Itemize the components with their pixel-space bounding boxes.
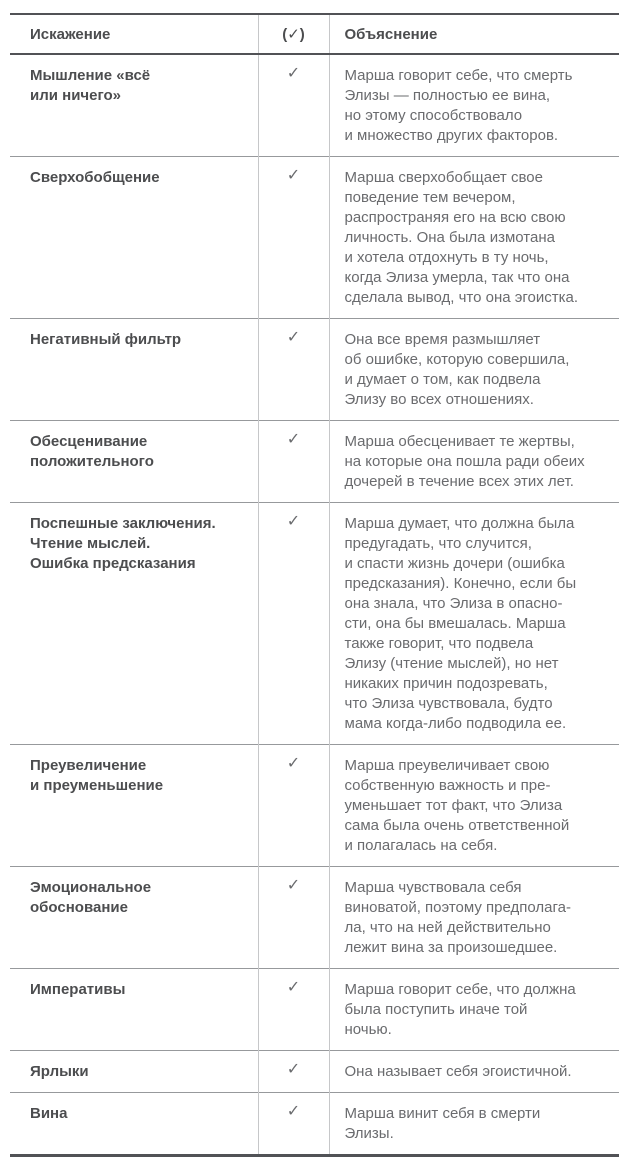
checkmark-icon: ✓ bbox=[286, 877, 301, 894]
distortion-label: Негативный фильтр bbox=[30, 331, 182, 348]
table-row bbox=[10, 969, 619, 1051]
explanation-text: Она все время размышляет об ошибке, которую совершила, и думает о том, как подвела Элизу во всех отношениях. bbox=[344, 331, 570, 408]
distortion-label: Обесценивание положительного bbox=[30, 433, 154, 470]
checkmark-icon: ✓ bbox=[286, 65, 301, 82]
table-row bbox=[10, 157, 619, 319]
explanation-text: Марша винит себя в смерти Элизы. bbox=[344, 1105, 541, 1142]
explanation-text: Марша сверхобобщает свое поведение тем вечером, распространяя его на всю свою личность. Она была измотана и хотела отдохнуть в ту ночь, когда Элиза умерла, так что она сделала вывод, что она эгоистка. bbox=[344, 169, 579, 306]
table-header-row bbox=[10, 14, 619, 54]
distortion-label: Сверхобобщение bbox=[30, 169, 160, 186]
header-distortion: Искажение bbox=[10, 14, 258, 54]
table-row bbox=[10, 54, 619, 157]
table-row bbox=[10, 1093, 619, 1156]
distortion-label: Ярлыки bbox=[30, 1063, 89, 1080]
table-row bbox=[10, 319, 619, 421]
table-row bbox=[10, 745, 619, 867]
checkmark-icon: ✓ bbox=[286, 755, 301, 772]
distortion-label: Мышление «всё или ничего» bbox=[30, 67, 151, 104]
distortion-label: Преувеличение и преуменьшение bbox=[30, 757, 164, 794]
header-explanation: Объяснение bbox=[329, 14, 619, 54]
header-check: (✓) bbox=[258, 14, 329, 54]
explanation-text: Марша думает, что должна была предугадать, что случится, и спасти жизнь дочери (ошибка предсказания). Конечно, если бы она знала, что Элиза в опасно- сти, она бы вмешалась. Марша также говорит, что подвела Элизу (чтение мыслей), но нет никаких причин подозревать, что Элиза чувствовала, будто мама когда-либо подводила ее. bbox=[344, 515, 577, 732]
table-row bbox=[10, 421, 619, 503]
explanation-text: Марша говорит себе, что смерть Элизы — полностью ее вина, но этому способствовало и множество других факторов. bbox=[344, 67, 573, 144]
table-body bbox=[10, 54, 619, 1156]
explanation-text: Она называет себя эгоистичной. bbox=[344, 1063, 572, 1080]
table-row bbox=[10, 503, 619, 745]
explanation-text: Марша говорит себе, что должна была поступить иначе той ночью. bbox=[344, 981, 576, 1038]
table-row bbox=[10, 1051, 619, 1093]
explanation-text: Марша преувеличивает свою собственную важность и пре- уменьшает тот факт, что Элиза сама была очень ответственной и полагалась на себя. bbox=[344, 757, 570, 854]
distortion-label: Императивы bbox=[30, 981, 126, 998]
distortions-table bbox=[10, 13, 619, 1157]
table-row bbox=[10, 867, 619, 969]
distortion-label: Поспешные заключения. Чтение мыслей. Ошибка предсказания bbox=[30, 515, 216, 572]
checkmark-icon: ✓ bbox=[286, 167, 301, 184]
checkmark-icon: ✓ bbox=[286, 431, 301, 448]
distortion-label: Эмоциональное обоснование bbox=[30, 879, 152, 916]
checkmark-icon: ✓ bbox=[286, 979, 301, 996]
distortion-label: Вина bbox=[30, 1105, 68, 1122]
checkmark-icon: ✓ bbox=[286, 513, 301, 530]
checkmark-icon: ✓ bbox=[286, 1103, 301, 1120]
checkmark-icon: ✓ bbox=[286, 329, 301, 346]
checkmark-icon: ✓ bbox=[286, 1061, 301, 1078]
explanation-text: Марша обесценивает те жертвы, на которые она пошла ради обеих дочерей в течение всех этих лет. bbox=[344, 433, 585, 490]
explanation-text: Марша чувствовала себя виноватой, поэтому предполага- ла, что на ней действительно лежит вина за произошедшее. bbox=[344, 879, 571, 956]
